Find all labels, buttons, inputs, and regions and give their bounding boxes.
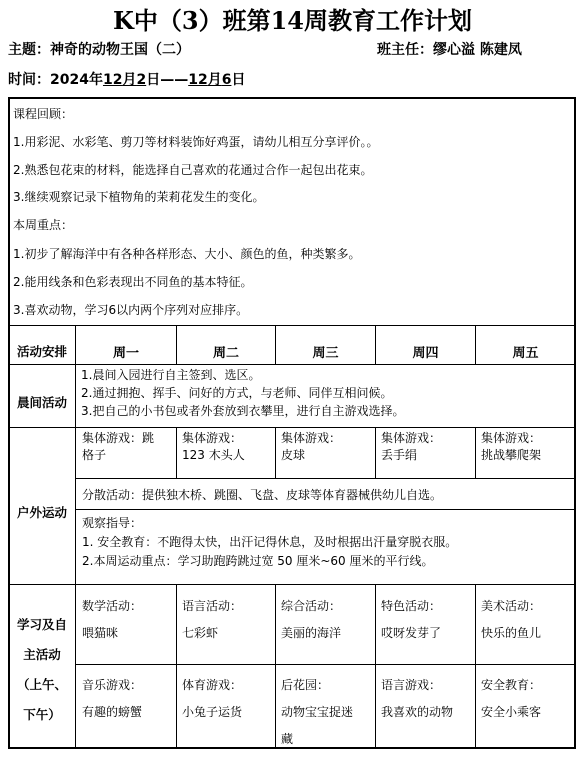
outdoor-game-fri: 集体游戏： 挑战攀爬架 [481,431,542,462]
page-title: K中（3）班第14周教育工作计划 [113,6,472,35]
rule-games-bottom [75,478,576,479]
learning-mon-pm: 音乐游戏： 有趣的螃蟹 [82,678,143,719]
rule-split-bottom [75,509,576,510]
time-day-start: 2 [136,72,147,88]
time-month-start: 12 [102,72,123,88]
time-day-unit-start: 日—— [146,72,189,88]
outdoor-game-wed: 集体游戏： 皮球 [281,431,342,462]
outdoor-observe-heading: 观察指导： [82,516,143,530]
day-header-thu: 周四 [412,346,439,361]
time-label: 时间： [8,72,50,88]
review-item-2: 2.熟悉包花束的材料，能选择自己喜欢的花通过合作一起包出花束。 [13,163,373,177]
morning-line-1: 1.晨间入园进行自主签到、选区。 [81,368,261,382]
review-heading: 课程回顾： [13,107,74,121]
rule-day-col-2c [275,584,276,749]
learning-thu-am: 特色活动： 哎呀发芽了 [381,599,442,640]
time-day-end: 6 [221,72,232,88]
rule-review-bottom [8,325,576,326]
rule-day-col-3b [375,427,376,479]
rule-day-col-2b [275,427,276,479]
morning-line-3: 3.把自己的小书包或者外套放到衣攀里，进行自主游戏选择。 [81,404,405,418]
theme-line [8,40,190,60]
time-month-end: 12 [188,72,208,88]
outdoor-game-tue: 集体游戏： 123 木头人 [182,431,245,462]
rule-day-col-3c [375,584,376,749]
time-year: 2024年 [50,72,103,88]
theme-value: 神奇的动物王国（二） [50,42,190,58]
time-month-unit-end: 月 [207,72,222,88]
learning-wed-am: 综合活动： 美丽的海洋 [281,599,342,640]
learning-wed-pm: 后花园： 动物宝宝捉迷 藏 [281,678,354,746]
morning-label: 晨间活动 [16,395,67,410]
rule-label-col [75,325,76,749]
outdoor-game-thu: 集体游戏： 丢手绢 [381,431,442,462]
learning-fri-pm: 安全教育： 安全小乘客 [481,678,542,719]
learning-fri-am: 美术活动： 快乐的鱼儿 [481,599,542,640]
rule-day-col-4b [475,427,476,479]
theme-label: 主题： [8,42,50,58]
outdoor-game-mon: 集体游戏：跳 格子 [82,431,155,462]
time-day-unit-end: 日 [231,72,246,88]
day-header-tue: 周二 [212,346,239,361]
rule-day-col-4c [475,584,476,749]
time-month-unit-start: 月 [122,72,137,88]
teacher-line [377,40,522,60]
focus-heading: 本周重点： [13,218,74,232]
teacher-label: 班主任： [377,42,433,58]
outdoor-label: 户外运动 [16,505,67,520]
focus-item-3: 3.喜欢动物，学习6以内两个序列对应排序。 [13,303,249,317]
review-item-1: 1.用彩泥、水彩笔、剪刀等材料装饰好鸡蛋，请幼儿相互分享评价。。 [13,135,379,149]
activity-header: 活动安排 [16,344,67,359]
time-line [8,70,245,90]
learning-label: 学习及自 主活动 （上午、 下午） [16,617,67,722]
focus-item-1: 1.初步了解海洋中有各种各样形态、大小、颜色的鱼，种类繁多。 [13,247,361,261]
rule-morning-bottom [8,427,576,428]
outdoor-observe-2: 2.本周运动重点：学习助跑跨跳过宽 50 厘米~60 厘米的平行线。 [82,554,434,568]
review-item-3: 3.继续观察记录下植物角的茉莉花发生的变化。 [13,190,265,204]
rule-day-col-1b [176,427,177,479]
focus-item-2: 2.能用线条和色彩表现出不同鱼的基本特征。 [13,275,253,289]
outdoor-observe-1: 1. 安全教育：不跑得太快，出汗记得休息，及时根据出汗量穿脱衣服。 [82,535,458,549]
day-header-fri: 周五 [512,346,539,361]
morning-line-2: 2.通过拥抱、挥手、问好的方式，与老师、同伴互相问候。 [81,386,393,400]
day-header-wed: 周三 [312,346,339,361]
rule-learning-mid [75,664,576,665]
teacher-value: 缪心溢 陈建凤 [433,42,522,58]
learning-mon-am: 数学活动： 喂猫咪 [82,599,143,640]
learning-thu-pm: 语言游戏： 我喜欢的动物 [381,678,454,719]
outdoor-split-activity: 分散活动：提供独木桥、跳圈、飞盘、皮球等体育器械供幼儿自选。 [82,488,443,502]
rule-days-bottom [8,364,576,365]
learning-tue-am: 语言活动： 七彩虾 [182,599,243,640]
learning-tue-pm: 体育游戏： 小兔子运货 [182,678,243,719]
rule-outdoor-bottom [8,584,576,585]
rule-day-col-1c [176,584,177,749]
day-header-mon: 周一 [112,346,139,361]
